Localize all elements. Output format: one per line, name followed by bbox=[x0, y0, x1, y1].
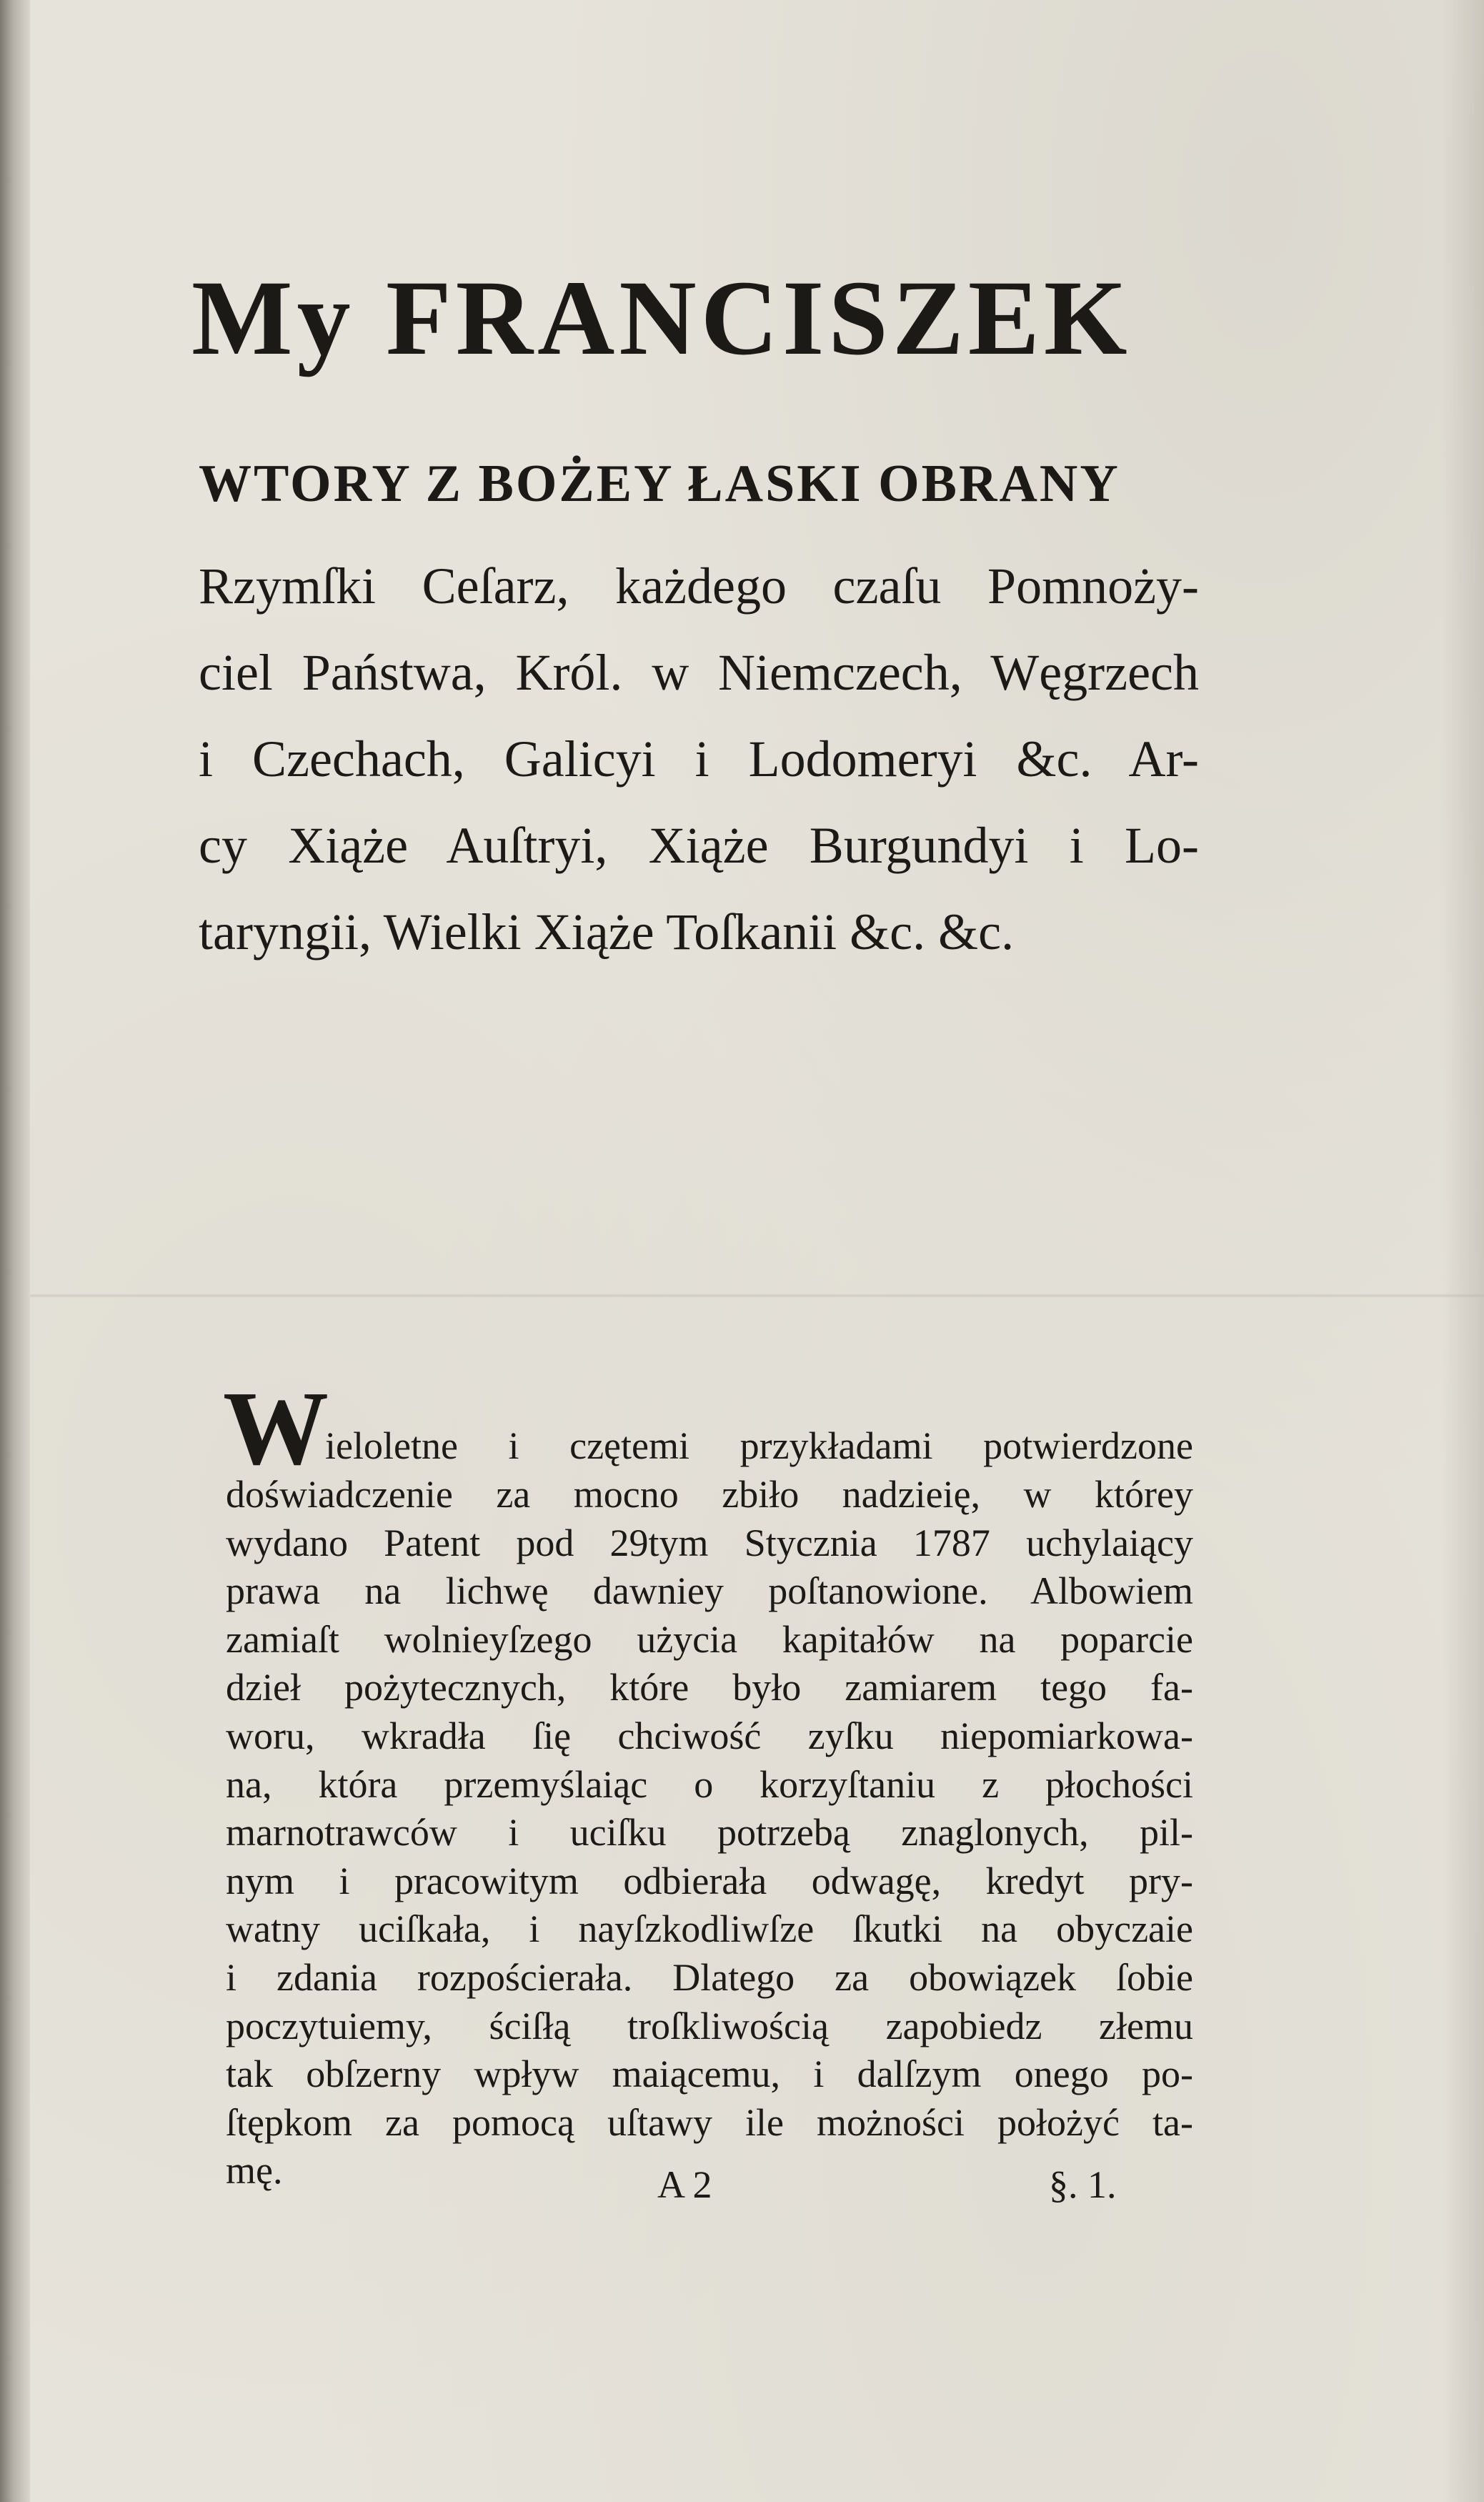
body-line: zamiaſt wolnieyſzego użycia kapitałów na poparcie bbox=[226, 1617, 1193, 1661]
drop-cap: W bbox=[223, 1370, 329, 1487]
body-line: doświadczenie za mocno zbiło nadzieię, w którey bbox=[226, 1473, 1193, 1516]
body-line: na, która przemyślaiąc o korzyſtaniu z płochości bbox=[226, 1762, 1193, 1806]
body-line: ſtępkom za pomocą uſtawy ile możności położyć ta- bbox=[226, 2100, 1193, 2144]
body-line: dzieł pożytecznych, które było zamiarem tego fa- bbox=[226, 1666, 1193, 1709]
body-line: mę. bbox=[226, 2149, 283, 2193]
book-spine bbox=[0, 0, 30, 2502]
intro-line: taryngii, Wielki Xiąże Toſkanii &c. &c. bbox=[199, 903, 1015, 960]
intro-line: Rzymſki Ceſarz, każdego czaſu Pomnoży- bbox=[199, 557, 1199, 615]
body-line: marnotrawców i uciſku potrzebą znaglonych, pil- bbox=[226, 1811, 1193, 1855]
body-line: wydano Patent pod 29tym Stycznia 1787 uchylaiący bbox=[226, 1521, 1193, 1564]
body-line: prawa na lichwę dawniey poſtanowione. Albowiem bbox=[226, 1569, 1193, 1613]
body-paragraph bbox=[226, 1471, 1193, 2195]
intro-line: i Czechach, Galicyi i Lodomeryi &c. Ar- bbox=[199, 730, 1199, 788]
catchword: §. 1. bbox=[1049, 2163, 1117, 2206]
intro-line: cy Xiąże Auſtryi, Xiąże Burgundyi i Lo- bbox=[199, 817, 1199, 874]
body-line: woru, wkradła ſię chciwość zyſku niepomiarkowa- bbox=[226, 1714, 1193, 1757]
body-line: nym i pracowitym odbierała odwagę, kredyt pry- bbox=[226, 1859, 1193, 1902]
intro-titles bbox=[199, 543, 1199, 976]
body-line: i zdania rozpościerała. Dlatego za obowiązek ſobie bbox=[226, 1955, 1193, 1999]
intro-line: ciel Państwa, Król. w Niemczech, Węgrzech bbox=[199, 644, 1199, 701]
page-title: My FRANCISZEK bbox=[191, 259, 1132, 377]
page-edge-shadow bbox=[1441, 0, 1484, 2502]
body-line: tak obſzerny wpływ maiącemu, i dalſzym onego po- bbox=[226, 2052, 1193, 2096]
page-fold-crease bbox=[30, 1294, 1484, 1298]
page-subtitle: WTORY Z BOŻEY ŁASKI OBRANY bbox=[199, 455, 1120, 513]
body-line: ieloletne i czętemi przykładami potwierdzone bbox=[325, 1424, 1193, 1467]
body-line: watny uciſkała, i nayſzkodliwſze ſkutki na obyczaie bbox=[226, 1907, 1193, 1951]
body-first-line bbox=[325, 1422, 1193, 1471]
body-line: poczytuiemy, ściſłą troſkliwością zapobiedz złemu bbox=[226, 2004, 1193, 2047]
signature-mark: A 2 bbox=[657, 2163, 712, 2206]
